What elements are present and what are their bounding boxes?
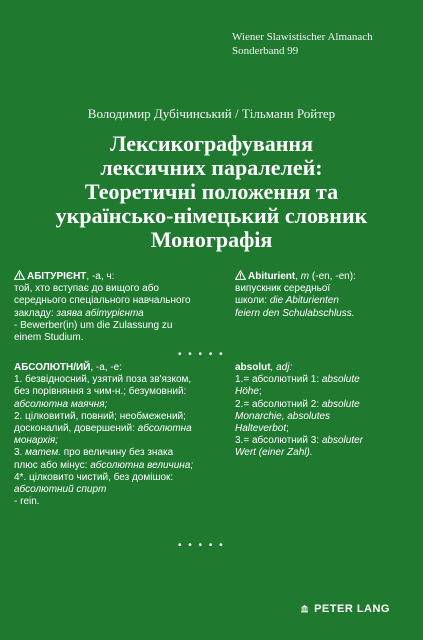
separator-dots: • • • • • [178, 349, 225, 360]
definition-line: досконалий, довершений: [14, 423, 138, 435]
publisher-name: PETER LANG [314, 603, 390, 615]
definition-line: 2.= абсолютний 2: [235, 398, 322, 410]
grammar: , adj: [270, 362, 293, 373]
title-line: Теоретичні положення та [84, 179, 339, 204]
headword: АБІТУРІЄНТ [27, 271, 87, 282]
example: абсолютна [137, 423, 192, 435]
entry-absolutnyi-uk [14, 362, 220, 508]
title-line: Лексикографування [110, 131, 313, 156]
grammar: (-en, -en): [309, 271, 356, 282]
entry-abiturient-uk [14, 270, 220, 344]
definition-line: плюс або мінус: [14, 459, 91, 471]
example: die Abiturienten [269, 295, 339, 307]
warning-icon [235, 270, 246, 280]
translation-line: - rein. [14, 496, 40, 508]
publisher-logo [300, 600, 390, 618]
translation-line: - Bewerber(in) um die Zulassung zu [14, 319, 173, 331]
example: абсолютна маячня; [14, 398, 108, 410]
title-line: українсько-німецький словник [55, 203, 368, 228]
translation-line: einem Studium. [14, 332, 84, 344]
series-title: Wiener Slawistischer Almanach [232, 31, 373, 43]
entry-absolut-de [235, 362, 410, 460]
example: feiern den Schulabschluss. [235, 307, 355, 319]
definition-line: середнього спеціального навчального [14, 295, 191, 307]
entry-abiturient-de: Abiturient, m (-en, -en): випускник середньої школи: die Abiturienten feiern den Schulabschluss. [235, 270, 410, 320]
definition-line: закладу: [14, 307, 57, 319]
publisher-emblem-icon [300, 601, 309, 617]
example: absolute [321, 398, 360, 410]
title-line: лексичних паралелей: [100, 155, 323, 180]
definition-line: 4*. цілковито чистий, без домішок: [14, 471, 174, 483]
separator-dots: • • • • • [178, 540, 225, 551]
grammar: m [300, 271, 310, 282]
definition-line: той, хто вступає до вищого або [14, 283, 159, 295]
definition-line: 2. цілковитий, повний; необмежений; [14, 410, 186, 422]
definition-line: школи: [235, 295, 270, 307]
definition-line: 1.= абсолютний 1: [235, 374, 322, 386]
grammar: , -а, ч: [86, 271, 115, 282]
sense-number: 3. [14, 447, 26, 459]
example: абсолютний спирт [14, 484, 107, 496]
authors: Володимир Дубічинський / Тільманн Ройтер [87, 106, 336, 121]
example: монархія; [14, 435, 59, 447]
headword: АБСОЛЮТН/ИЙ [14, 362, 91, 373]
example: абсолютна величина; [90, 459, 194, 471]
punctuation: ; [258, 386, 262, 398]
example: Halteverbot [235, 423, 287, 435]
book-title [40, 132, 383, 252]
label: матем. [25, 447, 61, 459]
headword: absolut [235, 362, 271, 373]
title-line: Монографія [150, 227, 273, 252]
example: заява абітурієнта [56, 307, 144, 319]
definition-line: без порівняння з чим-н.; безумовний: [14, 386, 187, 398]
example: Monarchie, absolutes [235, 410, 331, 422]
definition-line: про величину без знака [60, 447, 174, 459]
example: Höhe [235, 386, 259, 398]
series-volume: Sonderband 99 [232, 45, 299, 57]
warning-icon [14, 270, 25, 280]
headword: Abiturient [248, 271, 296, 282]
grammar: , -а, -е: [90, 362, 123, 373]
definition-line: 1. безвідносний, узятий поза зв'язком, [14, 374, 192, 386]
example: absoluter [321, 435, 364, 447]
punctuation: ; [286, 423, 289, 435]
example: Wert (einer Zahl). [235, 447, 313, 459]
example: absolute [321, 374, 360, 386]
definition-line: 3.= абсолютний 3: [235, 435, 322, 447]
definition-line: випускник середньої [235, 283, 331, 295]
series-info [232, 30, 373, 58]
